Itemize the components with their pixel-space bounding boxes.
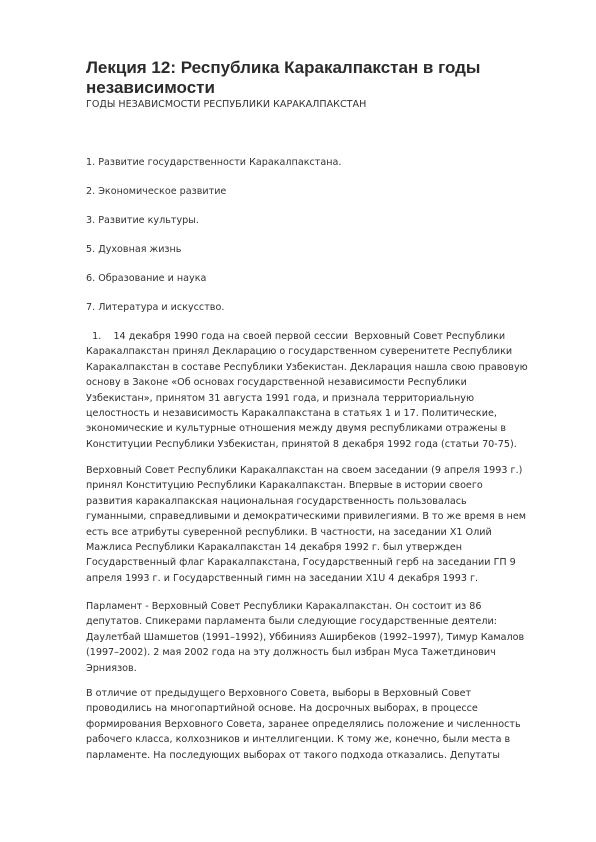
text-line: Верховный Совет Республики Каракалпакстан на своем заседании (9 апреля 1993 г.) (86, 465, 523, 476)
title-line-2: независимости (86, 78, 215, 97)
title-line-1: Лекция 12: Республика Каракалпакстан в годы (86, 58, 481, 77)
text-line: гуманными, справедливыми и демократическими привилегиями. В то же время в нем (86, 511, 526, 523)
text-line: 1. 14 декабря 1990 года на своей первой сессии Верховный Совет Республики (86, 331, 506, 342)
text-line: Каракалпакстан в составе Республики Узбекистан. Декларация нашла свою правовую (86, 361, 528, 373)
text-line: парламенте. На последующих выборах от такого подхода отказались. Депутаты (86, 749, 500, 761)
toc-item: 5. Духовная жизнь (86, 244, 182, 255)
text-line: формирования Верховного Совета, заранее определялись положение и численность (86, 718, 521, 730)
text-line: Конституции Республики Узбекистан, принятой 8 декабря 1992 года (статьи 70-75). (86, 438, 517, 450)
text-line: есть все атрибуты суверенной республики. В частности, на заседании Х1 Олий (86, 526, 492, 538)
page-subtitle: ГОДЫ НЕЗАВИСМОСТИ РЕСПУБЛИКИ КАРАКАЛПАКСТАН (86, 99, 367, 110)
text-line: Парламент - Верховный Совет Республики Каракалпакстан. Он состоит из 86 (86, 601, 482, 612)
page-title (86, 58, 526, 98)
text-line: Даулетбай Шамшетов (1991–1992), Уббинияз Аширбеков (1992–1997), Тимур Камалов (86, 631, 525, 643)
text-line: апреля 1993 г. и Государственный гимн на заседании Х1Ս 4 декабря 1993 г. (86, 572, 479, 584)
text-line: развития каракалпакская национальная государственность пользовалась (86, 495, 467, 507)
toc-item: 2. Экономическое развитие (86, 186, 227, 197)
text-line: Узбекистан», принятом 31 августа 1991 года, и признала территориальную (86, 392, 475, 404)
toc-item: 7. Литература и искусство. (86, 302, 225, 313)
text-line: В отличие от предыдущего Верховного Совета, выборы в Верховный Совет (86, 688, 472, 699)
paragraph-constitution (86, 463, 536, 586)
text-line: принял Конституцию Республики Каракалпакстан. Впервые в истории своего (86, 480, 483, 492)
text-line: Эрниязов. (86, 662, 137, 674)
paragraph-elections (86, 686, 536, 763)
text-line: депутатов. Спикерами парламента были следующие государственные деятели: (86, 616, 497, 628)
text-line: проводились на многопартийной основе. На досрочных выборах, в процессе (86, 703, 478, 715)
toc-item: 3. Развитие культуры. (86, 215, 199, 226)
text-line: (1997–2002). 2 мая 2002 года на эту должность был избран Муса Тажетдинович (86, 647, 496, 659)
text-line: Государственный флаг Каракалпакстана, Государственный герб на заседании ГП 9 (86, 557, 516, 569)
toc-item: 1. Развитие государственности Каракалпакстана. (86, 157, 342, 168)
toc-item: 6. Образование и наука (86, 273, 207, 284)
paragraph-parliament (86, 599, 536, 676)
text-line: рабочего класса, колхозников и интеллигенции. К тому же, конечно, были места в (86, 734, 511, 746)
paragraph-declaration (86, 329, 536, 452)
text-line: экономические и культурные отношения между двумя республиками отражены в (86, 423, 507, 435)
text-line: Мажлиса Республики Каракалпакстан 14 декабря 1992 г. был утвержден (86, 542, 463, 554)
text-line: целостность и независимость Каракалпакстана в статьях 1 и 17. Политические, (86, 408, 497, 420)
text-line: основу в Законе «Об основах государственной независимости Республики (86, 377, 467, 389)
text-line: Каракалпакстан принял Декларацию о государственном суверенитете Республики (86, 346, 513, 358)
